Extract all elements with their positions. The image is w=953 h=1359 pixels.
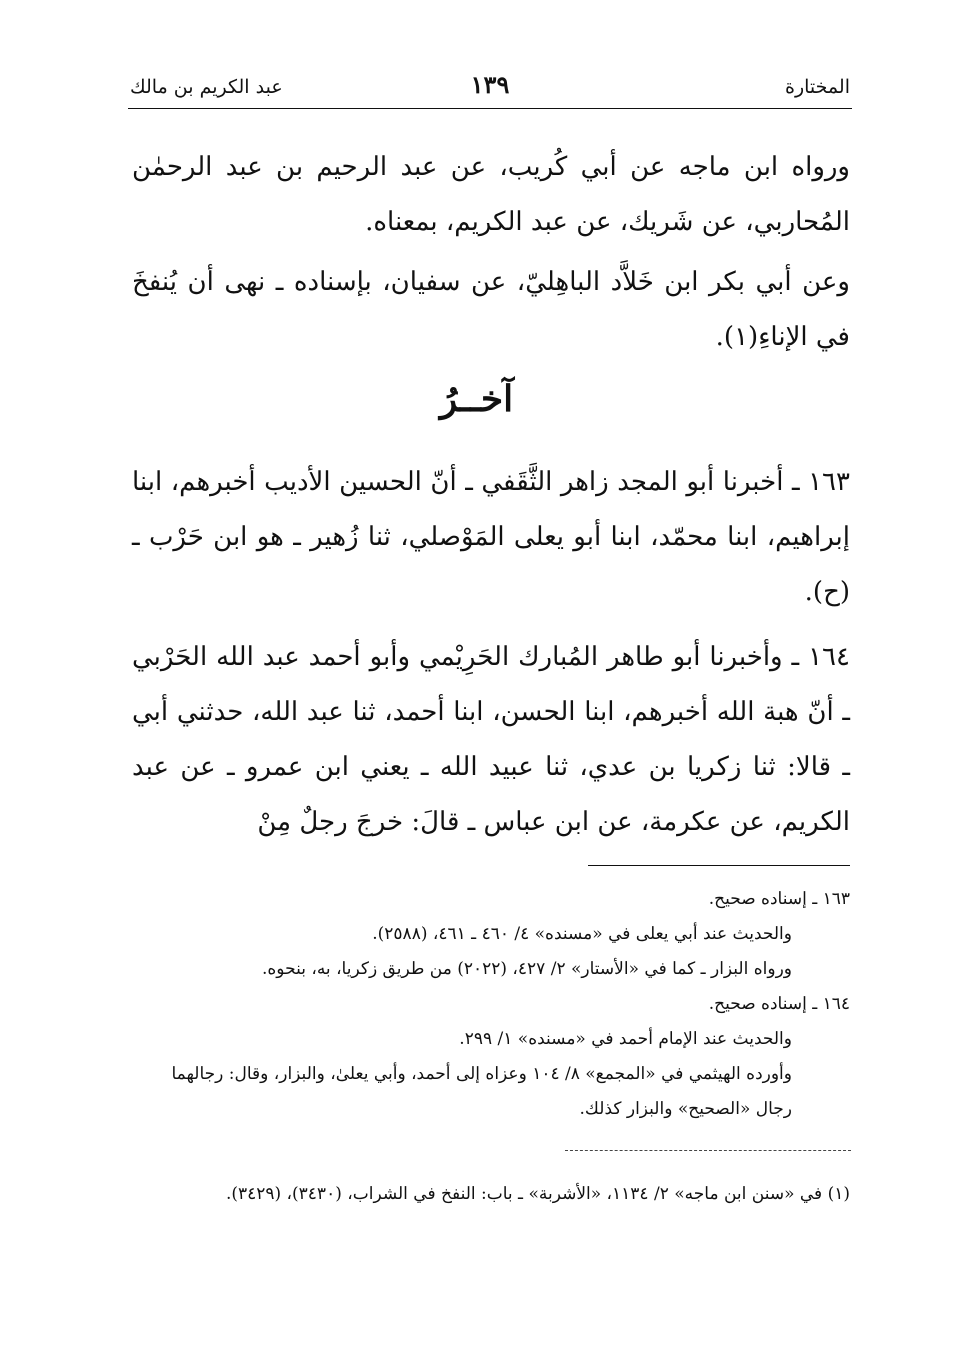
note-164-head: ١٦٤ ـ إسناده صحيح. xyxy=(708,994,850,1014)
paragraph-abu-bakr: وعن أبي بكر ابن خَلاَّد الباهِليّ، عن سفيان، بإسناده ـ نهى أن يُنفخَ في الإناءِ(١). xyxy=(132,267,850,352)
footnote-1: (١) في «سنن ابن ماجه» ٢/ ١١٣٤، «الأشربة» ـ باب: النفخ في الشراب، (٣٤٣٠)، (٣٤٢٩). xyxy=(225,1184,850,1204)
section-title: آخــرُ xyxy=(439,378,514,420)
header-rule xyxy=(128,108,852,109)
footnote-rule xyxy=(565,1150,851,1151)
note-164-line-1: والحديث عند الإمام أحمد في «مسنده» ١/ ٢٩٩. xyxy=(459,1029,792,1049)
hadith-164: ١٦٤ ـ وأخبرنا أبو طاهر المُبارك الحَرِيْمي وأبو أحمد عبد الله الحَرْبي ـ أنّ هبة الله أخبرهم، ابنا الحسن، ابنا أحمد، ثنا عبد الله، حدثني أبي ـ قالا: ثنا زكريا بن عدي، ثنا عبيد الله ـ يعني ابن عمرو ـ عن عبد الكريم، عن عكرمة، عن ابن عباس ـ قالَ: خرجَ رجلٌ مِنْ xyxy=(132,642,850,837)
notes-rule xyxy=(588,865,850,866)
running-header xyxy=(130,68,850,108)
note-164-line-2: وأورده الهيثمي في «المجمع» ٨/ ١٠٤ وعزاه إلى أحمد، وأبي يعلىٰ، والبزار، وقال: رجالهما رجال «الصحيح» والبزار كذلك. xyxy=(171,1064,792,1119)
note-163-line-2: ورواه البزار ـ كما في «الأستار» ٢/ ٤٢٧، (٢٠٢٢) من طريق زكريا، به، بنحوه. xyxy=(262,959,792,979)
header-chapter-title: عبد الكريم بن مالك xyxy=(130,76,283,98)
note-163-line-1: والحديث عند أبي يعلى في «مسنده» ٤/ ٤٦٠ ـ ٤٦١، (٢٥٨٨). xyxy=(372,924,792,944)
header-book-title: المختارة xyxy=(785,76,850,98)
paragraph-ibn-majah: ورواه ابن ماجه عن أبي كُريب، عن عبد الرحيم بن عبد الرحمٰن المُحاربي، عن شَريك، عن عبد الكريم، بمعناه. xyxy=(132,152,850,237)
note-163-head: ١٦٣ ـ إسناده صحيح. xyxy=(708,889,850,909)
takhrij-notes xyxy=(132,882,850,1127)
hadith-163: ١٦٣ ـ أخبرنا أبو المجد زاهر الثَّقَفي ـ أنّ الحسين الأديب أخبرهم، ابنا إبراهيم، ابنا محمّد، ابنا أبو يعلى المَوْصلي، ثنا زُهير ـ هو ابن حَرْب ـ (ح). xyxy=(132,467,850,607)
page-number: ١٣٩ xyxy=(470,70,510,99)
